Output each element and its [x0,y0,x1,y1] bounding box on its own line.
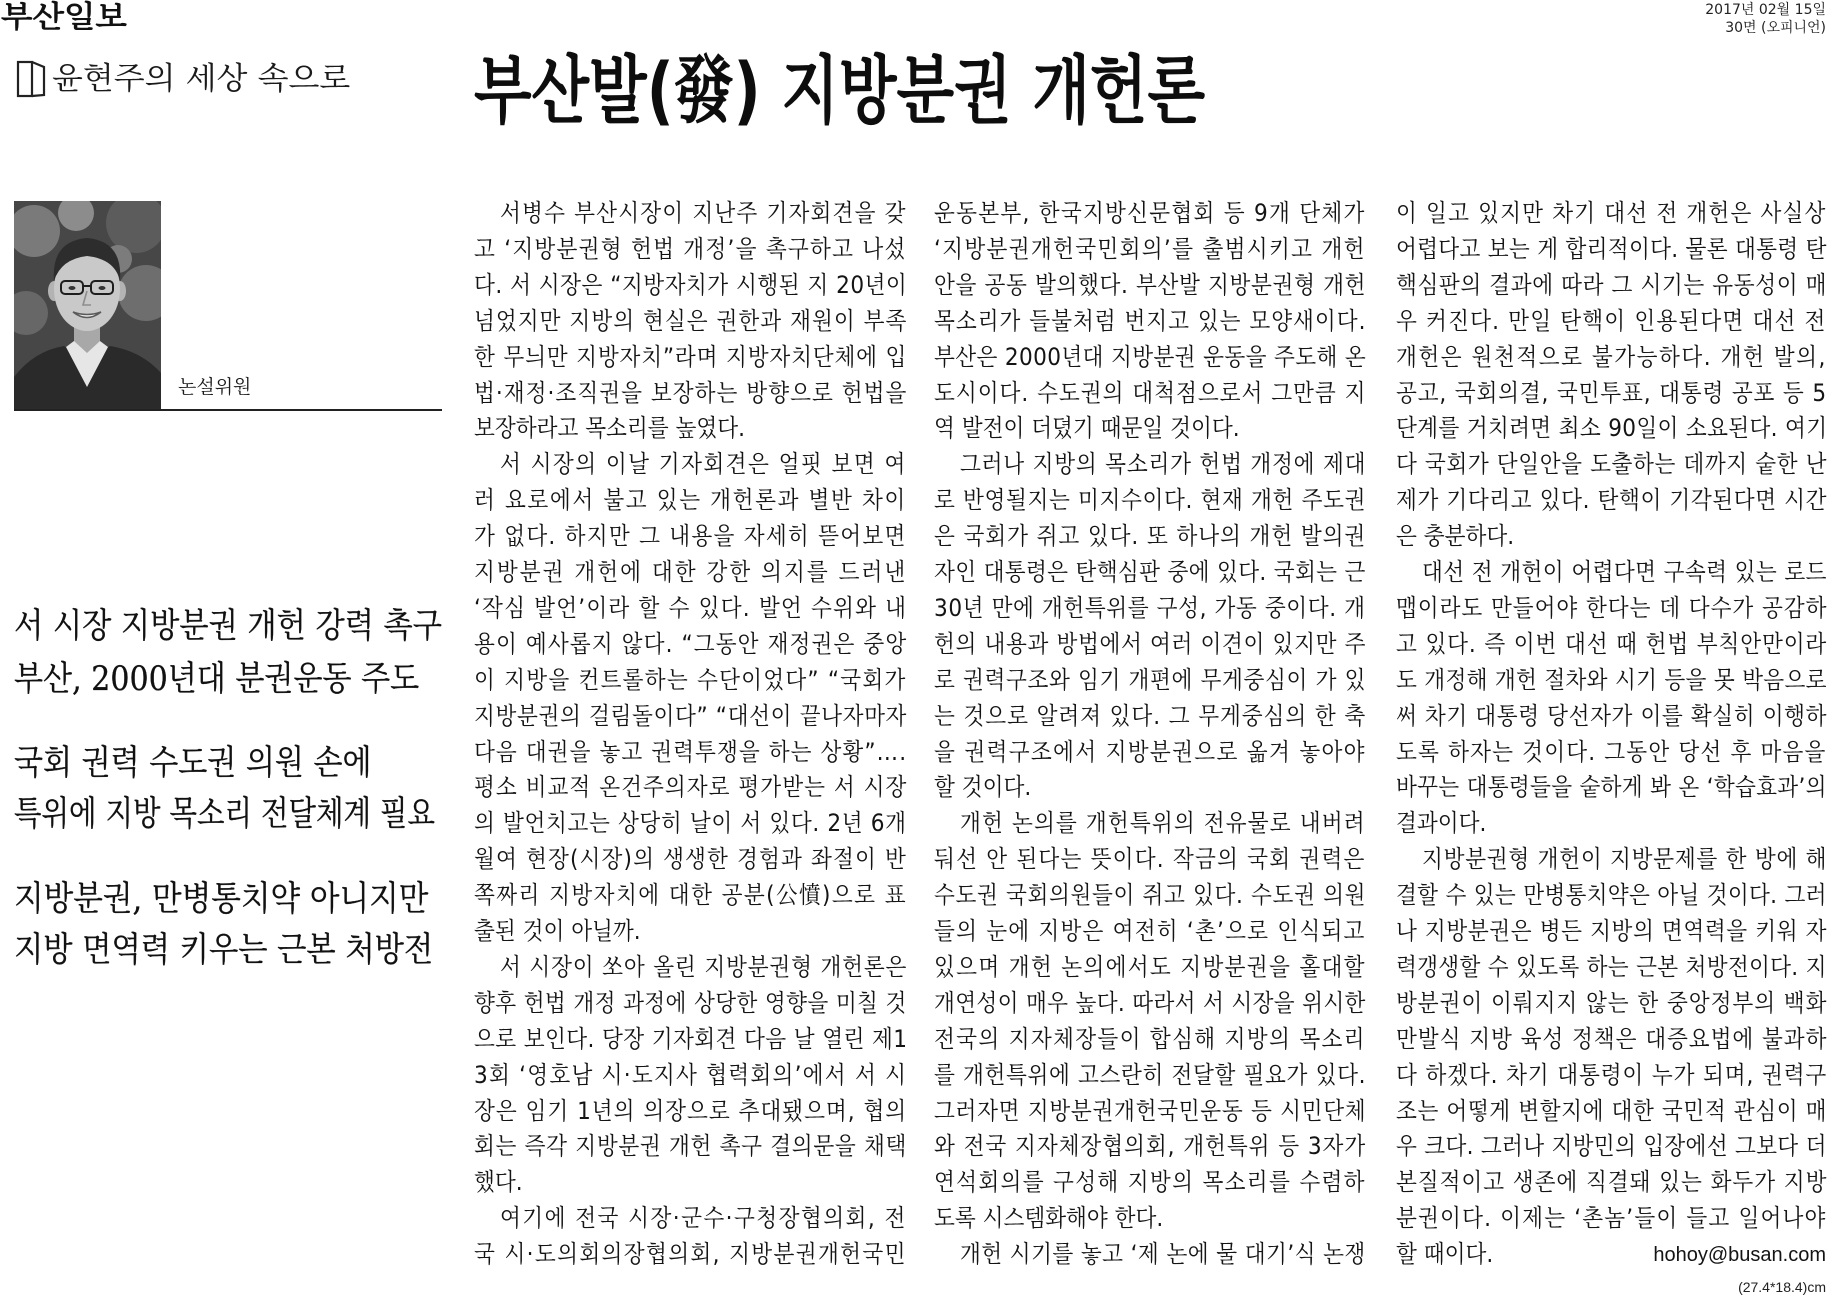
body-line: 가 없다. 하지만 그 내용을 자세히 뜯어보면 [474,522,907,551]
photo-divider [14,409,442,411]
body-line: 자인 대통령은 탄핵심판 중에 있다. 국회는 근 [934,558,1366,586]
body-line: 역 발전이 더뎠기 때문일 것이다. [934,414,1240,443]
body-line: 수도권 국회의원들이 쥐고 있다. 수도권 의원 [934,881,1367,910]
body-line: 은 충분하다. [1396,522,1515,551]
body-line: 핵심판의 결과에 따라 그 시기는 유동성이 매 [1396,270,1828,299]
body-line: 다 하겠다. 차기 대통령이 누가 되며, 권력구 [1396,1060,1828,1089]
body-line: 전국의 지자체장들이 합심해 지방의 목소리 [934,1024,1366,1053]
body-line: 로 권력구조와 임기 개편에 무게중심이 가 있 [934,665,1367,694]
body-line: 로 반영될지는 미지수이다. 현재 개헌 주도권 [934,486,1367,515]
body-line: 다. 서 시장은 “지방자치가 시행된 지 20년이 [474,270,908,299]
body-line: 지방분권 개헌에 대한 강한 의지를 드러낸 [474,558,908,586]
body-line: 을 권력구조에서 지방분권으로 옮겨 놓아야 [934,737,1366,766]
body-line: 안을 공동 발의했다. 부산발 지방분권형 개헌 [934,270,1367,299]
body-line: 용이 예사롭지 않다. “그동안 재정권은 중앙 [474,629,908,658]
body-line: 서 시장의 이날 기자회견은 얼핏 보면 여 [500,450,907,479]
body-line: 개헌은 원천적으로 불가능하다. 개헌 발의, [1396,342,1827,371]
issue-page: 30면 (오피니언) [1725,20,1826,36]
body-line: 했다. [474,1168,523,1197]
body-line: 고 ‘지방분권형 헌법 개정’을 촉구하고 나섰 [474,234,907,263]
body-line: 써 차기 대통령 당선자가 이를 확실히 이행하 [1396,701,1828,730]
body-line: 헌의 내용과 방법에서 여러 이견이 있지만 주 [934,629,1367,658]
clipping-size-note: (27.4*18.4)cm [1738,1279,1826,1295]
body-line: 러 요로에서 불고 있는 개헌론과 별반 차이 [474,486,907,515]
subhead-line: 서 시장 지방분권 개헌 강력 촉구 [14,606,443,646]
body-line: 둬선 안 된다는 뜻이다. 작금의 국회 권력은 [934,845,1366,874]
body-line: 대선 전 개헌이 어렵다면 구속력 있는 로드 [1422,558,1827,586]
body-line: 연석회의를 구성해 지방의 목소리를 수렴하 [934,1168,1366,1197]
body-line: 우 커진다. 만일 탄핵이 인용된다면 대선 전 [1396,306,1827,335]
body-line: 방분권이 이뤄지지 않는 한 중앙정부의 백화 [1396,988,1828,1017]
body-line: 나 지방분권은 병든 지방의 면역력을 키워 자 [1396,917,1828,945]
body-line: 할 때이다. [1396,1240,1494,1269]
body-line: 력갱생할 수 있도록 하는 근본 처방전이다. 지 [1396,952,1827,981]
body-line: 30년 만에 개헌특위를 구성, 가동 중이다. 개 [934,593,1366,622]
body-line: 어렵다고 보는 게 합리적이다. 물론 대통령 탄 [1396,234,1827,263]
body-line: 와 전국 지자체장협의회, 개헌특위 등 3자가 [934,1132,1367,1161]
body-line: 이 일고 있지만 차기 대선 전 개헌은 사실상 [1396,199,1827,227]
body-line: 도시이다. 수도권의 대척점으로서 그만큼 지 [934,378,1367,407]
body-line: 결과이다. [1396,809,1487,838]
subhead-line: 국회 권력 수도권 의원 손에 [14,743,372,783]
subhead-line: 지방분권, 만병통치약 아니지만 [14,879,429,919]
bracket-book-icon [16,58,47,100]
body-line: 평소 비교적 온건주의자로 평가받는 서 시장 [474,773,908,802]
masthead-logo: 부산일보 [1,0,127,35]
body-line: 개연성이 매우 높다. 따라서 서 시장을 위시한 [934,988,1366,1017]
body-line: 의 발언치고는 상당히 날이 서 있다. 2년 6개 [474,809,907,838]
headline: 부산발(發) 지방분권 개헌론 [474,48,1206,134]
body-line: 서병수 부산시장이 지난주 기자회견을 갖 [500,199,907,227]
body-line: 우 크다. 그러나 지방민의 입장에선 그보다 더 [1396,1132,1827,1161]
body-line: 도록 하자는 것이다. 그동안 당선 후 마음을 [1396,737,1827,766]
body-line: 이 지방을 컨트롤하는 수단이었다” “국회가 [474,665,907,694]
body-line: 할 것이다. [934,773,1032,802]
body-line: 들의 눈에 지방은 여전히 ‘촌’으로 인식되고 [934,917,1366,945]
body-line: 맵이라도 만들어야 한다는 데 다수가 공감하 [1396,593,1828,622]
body-line: 개헌 시기를 놓고 ‘제 논에 물 대기’식 논쟁 [960,1240,1366,1269]
body-line: 목소리가 들불처럼 번지고 있는 모양새이다. [934,306,1367,335]
issue-info [1705,1,1826,37]
body-line: 다음 대권을 놓고 권력투쟁을 하는 상황”…. [474,737,908,766]
body-line: 공고, 국회의결, 국민투표, 대통령 공포 등 5 [1396,378,1827,407]
body-line: 는 것으로 알려져 있다. 그 무게중심의 한 축 [934,701,1367,730]
author-photo [14,201,161,410]
body-line: 회는 즉각 지방분권 개헌 촉구 결의문을 채택 [474,1132,908,1161]
body-line: 지방분권형 개헌이 지방문제를 한 방에 해 [1422,845,1828,874]
issue-date: 2017년 02월 15일 [1705,2,1826,18]
body-line: 3회 ‘영호남 시·도지사 협력회의’에서 서 시 [474,1060,908,1089]
body-line: 개헌 논의를 개헌특위의 전유물로 내버려 [960,809,1366,838]
body-line: 법·재정·조직권을 보장하는 방향으로 헌법을 [474,378,908,407]
column-title: 윤현주의 세상 속으로 [52,61,351,97]
body-line: 그러나 지방의 목소리가 헌법 개정에 제대 [960,450,1367,479]
body-line: 출된 것이 아닐까. [474,917,641,945]
body-line: 바꾸는 대통령들을 숱하게 봐 온 ‘학습효과’의 [1396,773,1827,802]
body-column [934,196,1366,1273]
body-line: 장은 임기 1년의 의장으로 추대됐으며, 협의 [474,1096,908,1125]
body-line: ‘지방분권개헌국민회의’를 출범시키고 개헌 [934,234,1366,263]
body-column [1396,196,1827,1273]
body-line: 국 시·도의회의장협의회, 지방분권개헌국민 [474,1240,907,1269]
body-line: 부산은 2000년대 지방분권 운동을 주도해 온 [934,342,1367,371]
body-line: 다 국회가 단일안을 도출하는 데까지 숱한 난 [1396,450,1828,479]
body-line: 있으며 개헌 논의에서도 지방분권을 홀대할 [934,952,1366,981]
body-line: 운동본부, 한국지방신문협회 등 9개 단체가 [934,199,1366,227]
body-line: 넘었지만 지방의 현실은 권한과 재원이 부족 [474,306,908,335]
body-column [474,196,907,1273]
body-line: 결할 수 있는 만병통치약은 아닐 것이다. 그러 [1396,881,1827,910]
body-line: 으로 보인다. 당장 기자회견 다음 날 열린 제1 [474,1024,908,1053]
subhead-line: 지방 면역력 키우는 근본 처방전 [14,930,434,970]
body-line: 향후 헌법 개정 과정에 상당한 영향을 미칠 것 [474,988,907,1017]
body-line: 은 국회가 쥐고 있다. 또 하나의 개헌 발의권 [934,522,1367,551]
subhead-line: 특위에 지방 목소리 전달체계 필요 [14,794,436,834]
body-line: 분권이다. 이제는 ‘촌놈’들이 들고 일어나야 [1396,1204,1827,1233]
body-line: 도 개정해 개헌 절차와 시기 등을 못 박음으로 [1396,665,1827,694]
body-line: 조는 어떻게 변할지에 대한 국민적 관심이 매 [1396,1096,1828,1125]
author-title: 논설위원 [178,376,252,398]
subhead-line: 부산, 2000년대 분권운동 주도 [14,659,420,699]
body-line: 본질적이고 생존에 직결돼 있는 화두가 지방 [1396,1168,1828,1197]
body-line: 단계를 거치려면 최소 90일이 소요된다. 여기 [1396,414,1828,443]
body-line: 도록 시스템화해야 한다. [934,1204,1164,1233]
body-line: 만발식 지방 육성 정책은 대증요법에 불과하 [1396,1024,1828,1053]
body-line: 보장하라고 목소리를 높였다. [474,414,745,443]
body-line: ‘작심 발언’이라 할 수 있다. 발언 수위와 내 [474,593,908,622]
body-line: 쪽짜리 지방자치에 대한 공분(公憤)으로 표 [474,881,908,910]
body-line: 월여 현장(시장)의 생생한 경험과 좌절이 반 [474,845,907,874]
body-line: 서 시장이 쏘아 올린 지방분권형 개헌론은 [500,952,908,981]
body-line: 한 무늬만 지방자치”라며 지방자치단체에 입 [474,342,908,371]
body-line: 여기에 전국 시장·군수·구청장협의회, 전 [500,1204,907,1233]
body-line: 그러자면 지방분권개헌국민운동 등 시민단체 [934,1096,1367,1125]
author-email: hohoy@busan.com [1653,1244,1826,1266]
body-line: 고 있다. 즉 이번 대선 때 헌법 부칙안만이라 [1396,629,1828,658]
body-line: 지방분권의 걸림돌이다” “대선이 끝나자마자 [474,701,908,730]
body-line: 를 개헌특위에 고스란히 전달할 필요가 있다. [934,1060,1367,1089]
body-line: 제가 기다리고 있다. 탄핵이 기각된다면 시간 [1396,486,1828,515]
